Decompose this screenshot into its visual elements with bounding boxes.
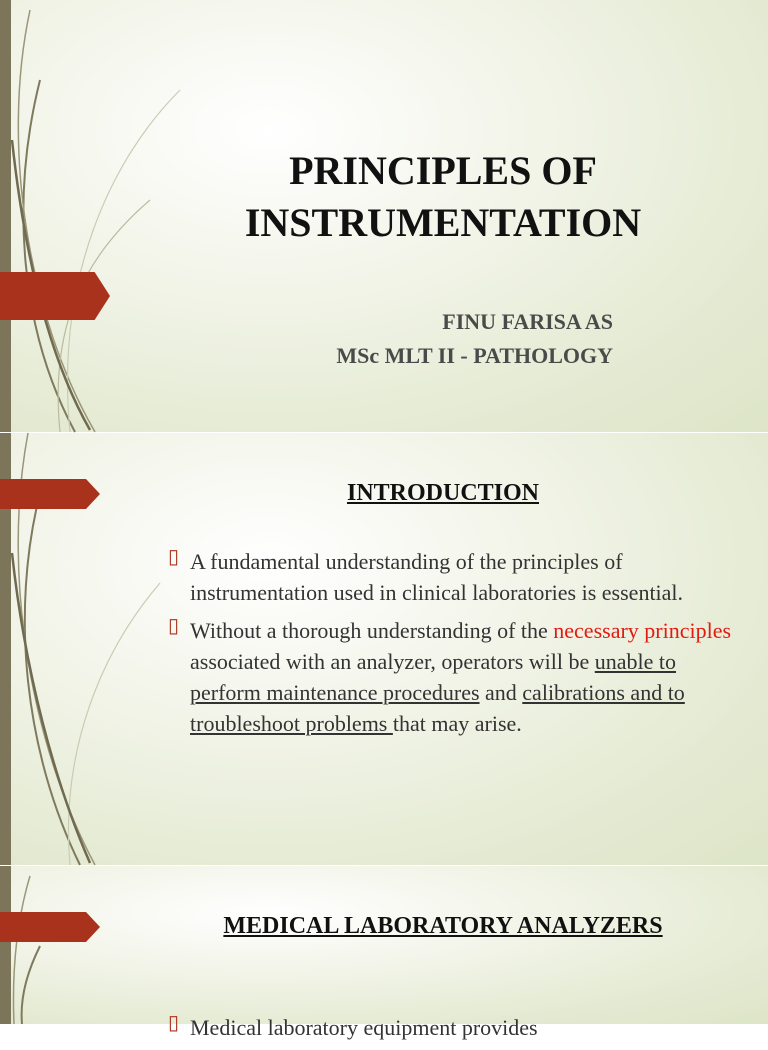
bullet-icon: ▯ xyxy=(168,1012,180,1034)
bullet-icon: ▯ xyxy=(168,615,180,637)
list-item: ▯ Medical laboratory equipment provides xyxy=(168,1012,733,1043)
analyzers-slide xyxy=(0,866,768,1040)
accent-arrow xyxy=(0,479,100,509)
accent-arrow xyxy=(0,912,100,942)
title-slide xyxy=(0,0,768,432)
slide-heading: MEDICAL LABORATORY ANALYZERS xyxy=(223,913,663,939)
bullet-list xyxy=(168,546,733,746)
slide-title: PRINCIPLES OF INSTRUMENTATION xyxy=(244,148,642,245)
course-name: MSc MLT II - PATHOLOGY xyxy=(336,343,613,368)
slide-heading: INTRODUCTION xyxy=(346,480,540,506)
introduction-slide xyxy=(0,433,768,865)
author-name: FINU FARISA AS xyxy=(442,309,613,334)
underlined-text: calibrations and to troubleshoot problems xyxy=(190,680,685,736)
bullet-icon: ▯ xyxy=(168,546,180,568)
list-item: ▯ A fundamental understanding of the principles of instrumentation used in clinical laboratories is essential. xyxy=(168,546,733,608)
accent-arrow xyxy=(0,272,110,320)
underlined-text: unable to perform maintenance procedures xyxy=(190,649,677,705)
bullet-list xyxy=(168,1012,733,1050)
list-item: ▯ Without a thorough understanding of the necessary principles associated with an analyzer, operators will be unable to perform maintenance procedures and calibrations and to troubleshoot problems that may arise. xyxy=(168,615,733,739)
decorative-swirl xyxy=(0,866,200,1024)
highlight-text: necessary principles xyxy=(553,618,732,643)
